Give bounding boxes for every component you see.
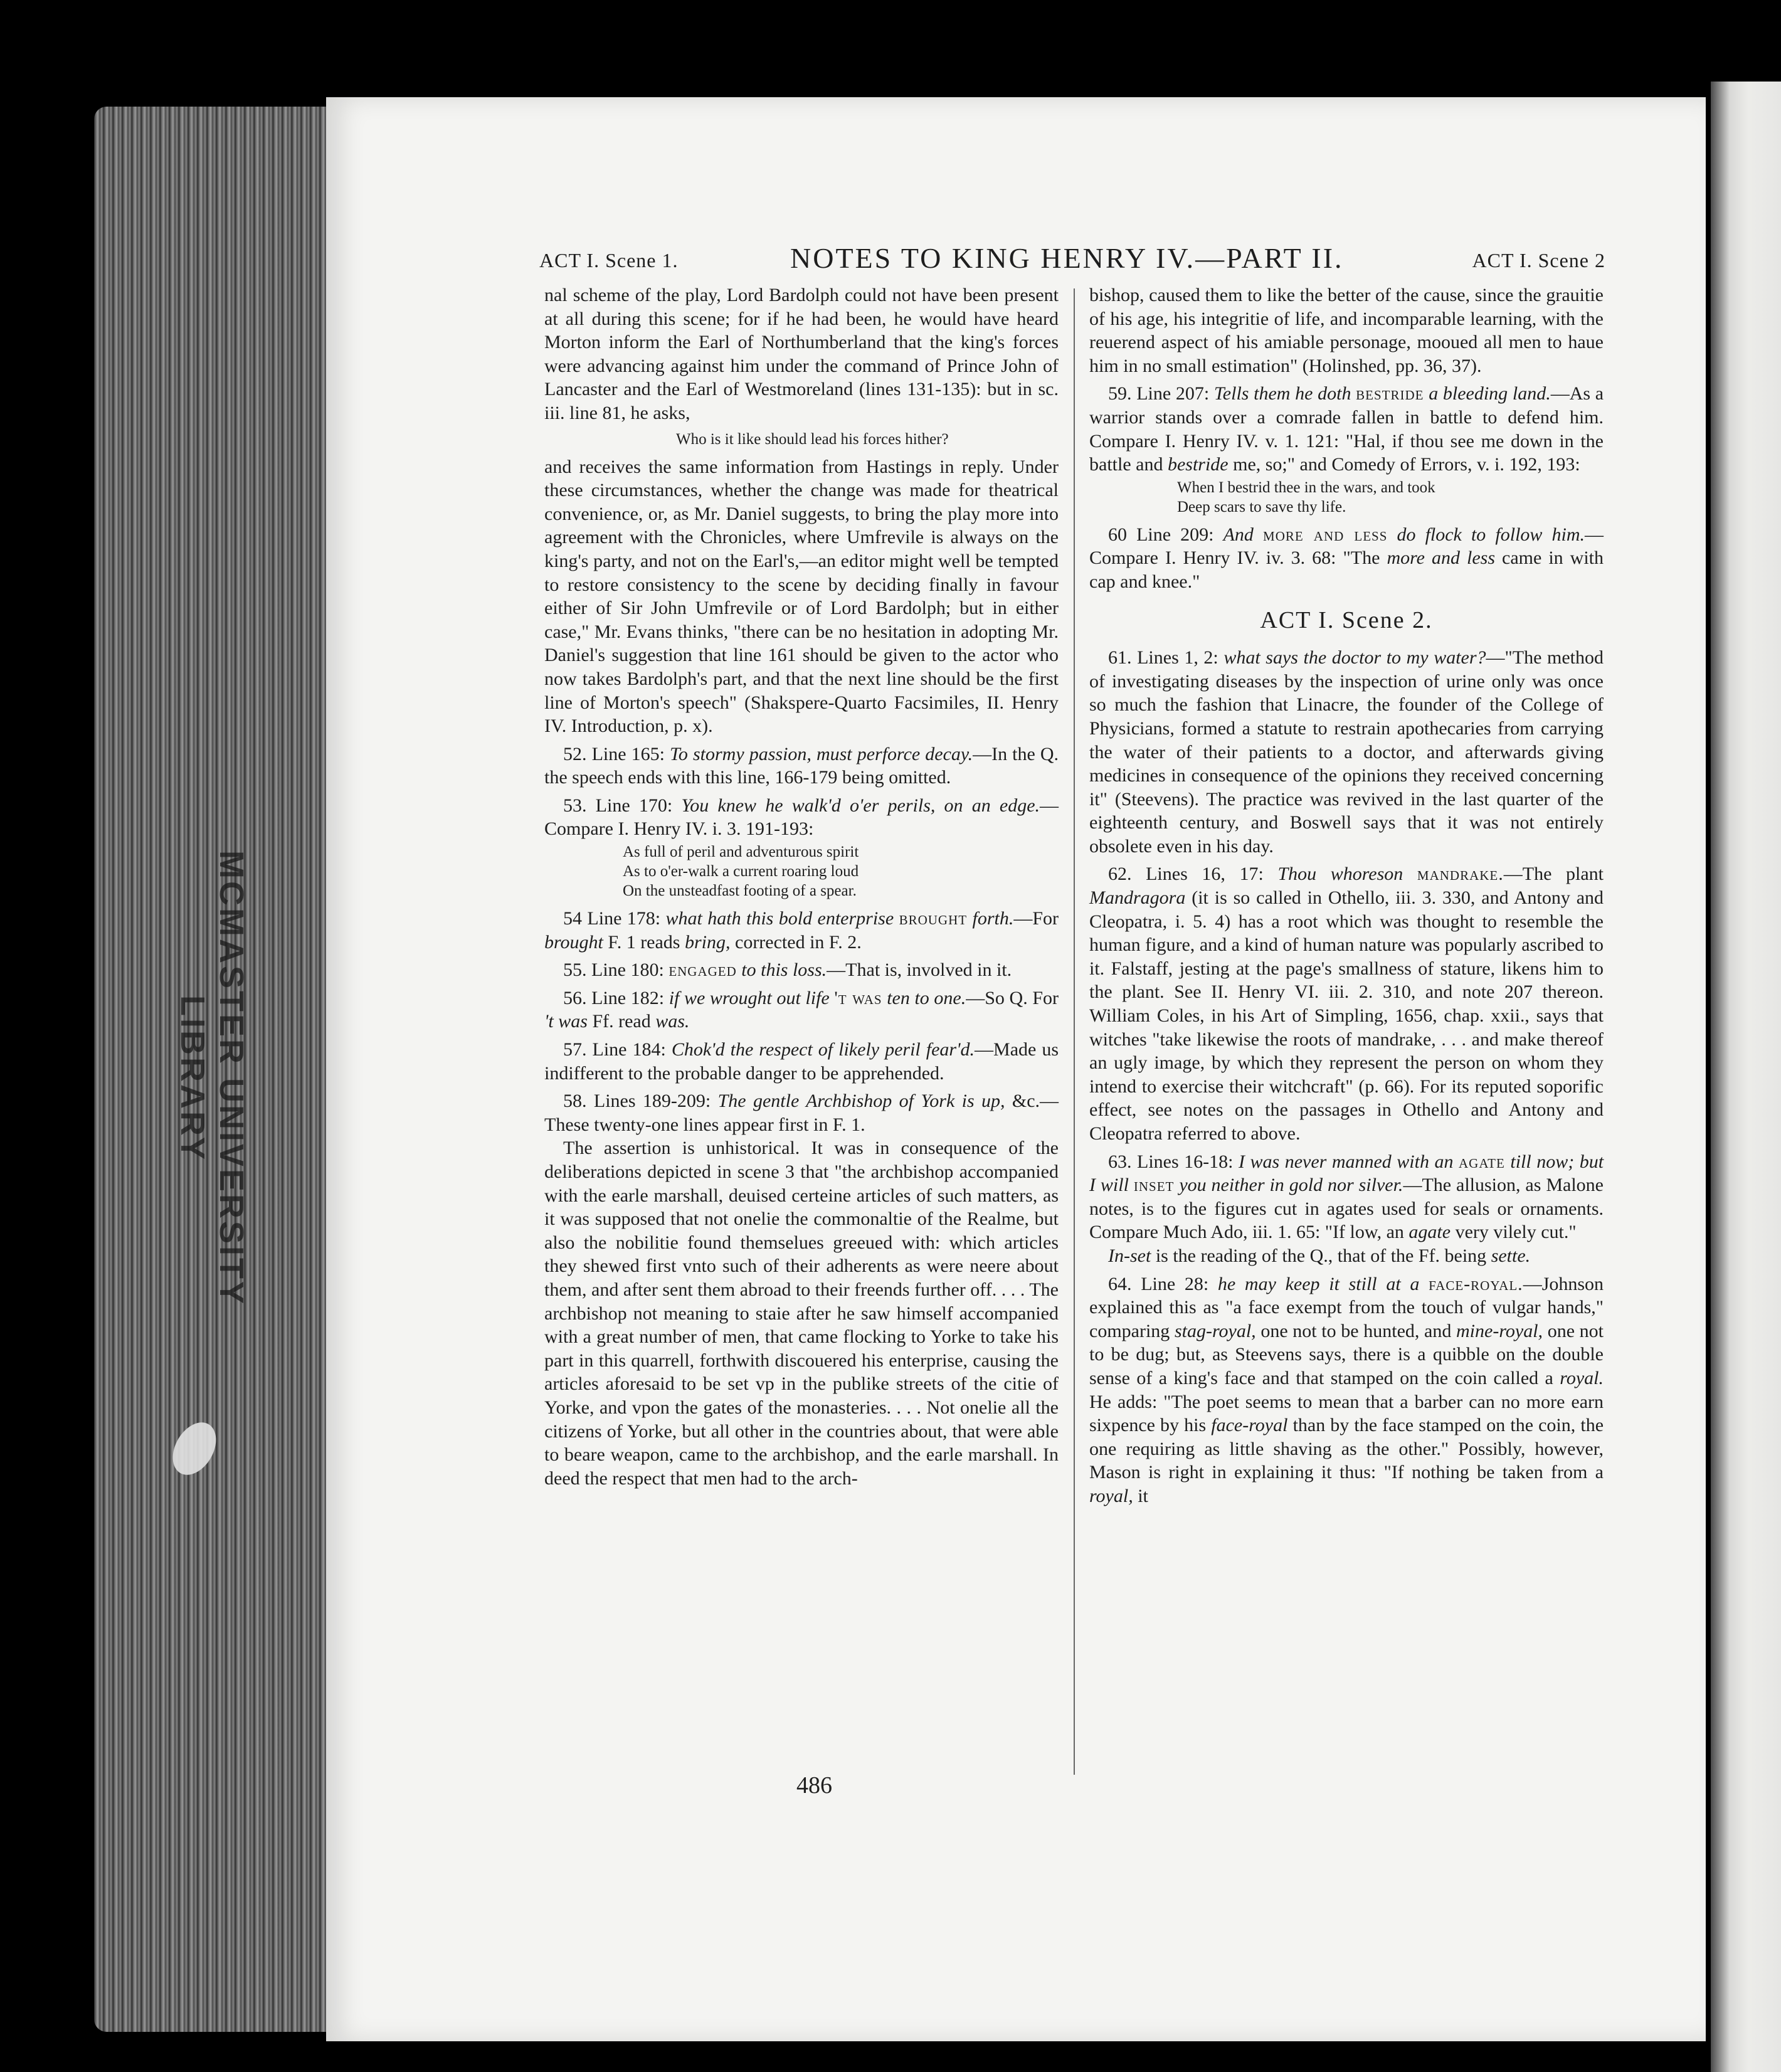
note-citation: till now; but I will	[1089, 1151, 1604, 1196]
note-text: &c.—These twenty-one lines appear first in F. 1.	[544, 1091, 1059, 1135]
quotation-line: When I bestrid thee in the wars, and took	[1177, 478, 1435, 496]
note-italic: royal,	[1089, 1485, 1133, 1506]
note-italic: bestride	[1167, 454, 1229, 475]
note-citation: what hath this bold enterprise	[665, 908, 894, 929]
note-citation: what says the doctor to my water?	[1223, 647, 1486, 669]
note-keyword: 't was	[834, 987, 882, 1008]
note-52	[544, 743, 1059, 790]
quotation	[544, 842, 1059, 901]
note-line: Line 178:	[587, 908, 661, 929]
page-number: 486	[796, 1772, 832, 1799]
note-citation: Chok'd the respect of likely peril fear'd.	[671, 1039, 975, 1060]
facing-page-edge	[1711, 82, 1781, 2072]
note-text: —That is, involved in it.	[827, 959, 1012, 981]
note-55	[544, 958, 1059, 982]
note-italic: was.	[655, 1011, 690, 1032]
note-italic: stag-royal,	[1174, 1320, 1256, 1341]
note-line: Lines 189-209:	[593, 1091, 711, 1112]
note-italic: brought	[544, 931, 603, 953]
note-keyword: inset	[1133, 1175, 1175, 1196]
note-text: Ff. read	[592, 1011, 651, 1032]
note-64	[1089, 1272, 1604, 1508]
note-line: Line 207:	[1136, 383, 1210, 404]
note-number: 55.	[563, 959, 587, 981]
note-text: one not to be dug; but, as Steevens says, there is a quibble on the double sense of a king's face and that stamped on the coin called a	[1089, 1320, 1604, 1388]
note-line: Line 184:	[592, 1039, 666, 1060]
note-text: —Made us indifferent to the probable danger to be apprehended.	[544, 1039, 1059, 1084]
note-59	[1089, 382, 1604, 476]
note-line: Line 182:	[591, 987, 665, 1008]
quotation	[1089, 478, 1604, 517]
note-italic: agate	[1408, 1222, 1451, 1243]
note-53	[544, 794, 1059, 841]
note-keyword: engaged	[669, 959, 737, 981]
note-text: —The allusion, as Malone notes, is to the figures cut in agates used for seals or ornaments. Compare Much Ado, iii. 1. 65: "If low, an	[1089, 1175, 1604, 1243]
note-text: —Compare I. Henry IV. iv. 3. 68: "The	[1089, 524, 1604, 569]
note-text: —The plant	[1503, 864, 1604, 885]
note-number: 58.	[563, 1091, 587, 1112]
note-number: 56.	[563, 987, 587, 1008]
note-56	[544, 986, 1059, 1033]
paragraph	[1089, 1244, 1604, 1268]
note-italic: Mandragora	[1089, 887, 1186, 909]
note-60	[1089, 523, 1604, 594]
note-italic: sette.	[1491, 1245, 1531, 1266]
note-text: F. 1 reads	[608, 931, 680, 953]
library-stamp: MCMASTER UNIVERSITY LIBRARY	[174, 850, 250, 1307]
note-keyword: bestride	[1356, 383, 1424, 404]
note-italic: royal.	[1560, 1367, 1604, 1388]
note-citation: I was never manned with an	[1239, 1151, 1454, 1172]
note-text: is the reading of the Q., that of the Ff. being	[1155, 1245, 1487, 1266]
note-text: —In the Q. the speech ends with this line, 166-179 being omitted.	[544, 743, 1059, 788]
note-citation: you neither in gold nor silver.	[1179, 1175, 1403, 1196]
note-text: came in with cap and knee."	[1089, 547, 1604, 592]
header-title: NOTES TO KING HENRY IV.—PART II.	[790, 242, 1344, 274]
quotation-line: On the unsteadfast footing of a spear.	[623, 882, 857, 900]
note-58	[544, 1089, 1059, 1136]
column-divider	[1074, 288, 1075, 1775]
running-header	[539, 241, 1605, 279]
note-number: 53.	[563, 795, 587, 816]
note-61	[1089, 646, 1604, 858]
note-text: —As a warrior stands over a comrade fallen in battle to defend him. Compare I. Henry IV. v. 1. 121: "Hal, if thou see me down in the battle and	[1089, 383, 1604, 475]
note-line: Line 170:	[595, 795, 673, 816]
quotation: Who is it like should lead his forces hither?	[676, 430, 949, 448]
note-line: Lines 1, 2:	[1137, 647, 1218, 669]
section-heading: ACT I. Scene 2.	[1260, 606, 1433, 633]
header-right: ACT I. Scene 2	[1472, 249, 1605, 272]
note-63	[1089, 1150, 1604, 1244]
note-text: —So Q. For	[966, 987, 1059, 1008]
note-line: Line 209:	[1136, 524, 1214, 545]
note-number: 52.	[563, 743, 587, 764]
note-line: Lines 16, 17:	[1146, 864, 1264, 885]
quotation-line: Deep scars to save thy life.	[1177, 498, 1346, 515]
note-line: Line 28:	[1141, 1273, 1209, 1294]
note-line: Lines 16-18:	[1137, 1151, 1234, 1172]
note-citation: if we wrought out life	[669, 987, 830, 1008]
paragraph: and receives the same information from Hastings in reply. Under these circumstances, whether the change was made for theatrical convenience, or, as Mr. Daniel suggests, to bring the play more into agreement with the Chronicles, where Umfrevile is always on the king's party, and not on the Earl's,—an editor might well be tempted to restore consistency to the scene by deciding finally in favour either of Sir John Umfrevile or of Lord Bardolph; but in either case," Mr. Evans thinks, "there can be no hesitation in adopting Mr. Daniel's suggestion that line 161 should be given to the actor who now takes Bardolph's part, and that the next line should be the first line of Morton's speech" (Shakspere-Quarto Facsimiles, II. Henry IV. Introduction, p. x).	[544, 456, 1059, 737]
note-text: corrected in F. 2.	[735, 931, 862, 953]
note-text: (it is so called in Othello, iii. 3. 330, and Antony and Cleopatra, i. 5. 4) has a root which was thought to resemble the human figure, and a kind of human nature was popularly ascribed to it. Falstaff, jesting at the page's smallness of stature, likens him to the plant. See II. Henry VI. iii. 2. 310, and note 207 thereon. William Coles, in his Art of Simpling, 1656, chap. xxii., says that witches "take likewise the roots of mandrake, . . . and make thereof an ugly image, by which they represent the person on whom they intend to exercise their witchcraft" (p. 66). For its reputed soporific effect, see notes on the passages in Othello and Antony and Cleopatra referred to above.	[1089, 887, 1604, 1144]
note-citation: a bleeding land.	[1429, 383, 1551, 404]
note-54	[544, 907, 1059, 954]
note-italic: 't was	[544, 1011, 588, 1032]
note-keyword: face-royal.	[1429, 1273, 1523, 1294]
quotation-line: As to o'er-walk a current roaring loud	[623, 863, 859, 880]
note-citation: do flock to follow him.	[1397, 524, 1585, 545]
note-citation: And	[1223, 524, 1254, 545]
note-text: —For	[1013, 908, 1059, 929]
note-text: one not to be hunted, and	[1260, 1320, 1452, 1341]
note-number: 62.	[1108, 864, 1132, 885]
paragraph: bishop, caused them to like the better of the cause, since the grauitie of his age, his integritie of life, and incomparable learning, with the reuerend aspect of his amiable personage, mooued all men to haue him in no small estimation" (Holinshed, pp. 36, 37).	[1089, 285, 1604, 376]
note-text: —Johnson explained this as "a face exempt from the touch of vulgar hands," comparing	[1089, 1273, 1604, 1341]
note-keyword: brought	[899, 908, 968, 929]
note-citation: ten to one.	[887, 987, 966, 1008]
note-line: Line 180:	[591, 959, 664, 981]
note-italic: mine-royal,	[1456, 1320, 1543, 1341]
note-keyword: agate	[1459, 1151, 1505, 1172]
note-citation: You knew he walk'd o'er perils, on an edge.	[681, 795, 1040, 816]
note-number: 57.	[563, 1039, 587, 1060]
note-citation: forth.	[972, 908, 1014, 929]
note-citation: he may keep it still at a	[1217, 1273, 1420, 1294]
note-line: Line 165:	[591, 743, 665, 764]
note-number: 54	[563, 908, 582, 929]
note-citation: To stormy passion, must perforce decay.	[670, 743, 973, 764]
note-keyword: mandrake.	[1417, 864, 1504, 885]
note-number: 61.	[1108, 647, 1132, 669]
note-text: than by the face stamped on the coin, the one requiring as little shaving as the other." Possibly, however, Mason is right in explaining it thus: "If nothing be taken from a	[1089, 1415, 1604, 1483]
note-citation: Tells them he doth	[1213, 383, 1351, 404]
note-text: very vilely cut."	[1455, 1222, 1577, 1243]
paragraph: nal scheme of the play, Lord Bardolph could not have been present at all during this scene; for if he had been, he would have heard Morton inform the Earl of Northumberland that the king's forces were advancing against him under the command of Prince John of Lancaster and the Earl of Westmoreland (lines 131-135): but in sc. iii. line 81, he asks,	[544, 285, 1059, 423]
note-62	[1089, 862, 1604, 1145]
header-left: ACT I. Scene 1.	[539, 249, 679, 272]
note-number: 59.	[1108, 383, 1132, 404]
note-citation: Thou whoreson	[1277, 864, 1403, 885]
note-italic: bring,	[684, 931, 731, 953]
note-number: 64.	[1108, 1273, 1132, 1294]
note-citation: The gentle Archbishop of York is up,	[717, 1091, 1005, 1112]
note-text: —"The method of investigating diseases by the inspection of urine only was once so much the fashion that Linacre, the founder of the College of Physicians, formed a statute to restrain apothecaries from carrying the water of their patients to a doctor, and afterwards giving medicines in consequence of the opinions they received concerning it" (Steevens). The practice was revived in the last quarter of the eighteenth century, and Boswell says that it was not entirely obsolete even in his day.	[1089, 647, 1604, 857]
note-text: me, so;" and Comedy of Errors, v. i. 192, 193:	[1233, 454, 1580, 475]
note-number: 63.	[1108, 1151, 1132, 1172]
note-number: 60	[1108, 524, 1127, 545]
note-citation: to this loss.	[741, 959, 827, 981]
note-italic: In-set	[1108, 1245, 1151, 1266]
note-57	[544, 1038, 1059, 1085]
quotation-line: As full of peril and adventurous spirit	[623, 843, 859, 861]
note-italic: more and less	[1387, 547, 1496, 569]
left-column	[544, 283, 1059, 1494]
note-italic: face-royal	[1211, 1415, 1288, 1436]
note-keyword: more and less	[1263, 524, 1388, 545]
right-column	[1089, 283, 1604, 1513]
paragraph: The assertion is unhistorical. It was in consequence of the deliberations depicted in scene 3 that "the archbishop accompanied with the earle marshall, deuised certeine articles of such matters, as it was supposed that not onelie the commonaltie of the Realme, but also the nobilitie found themselues greeued with: which articles they shewed first vnto such of their adherents as were neere about them, and after sent them abroad to their freends further off. . . . The archbishop not meaning to staie after he saw himself accompanied with a great number of men, that came flocking to Yorke to take his part in this quarrell, forthwith discouered his enterprise, causing the articles aforesaid to be set vp in the publike streets of the citie of Yorke, and vpon the gates of the monasteries. . . . Not onelie all the citizens of Yorke, but all other in the countries about, that were able to beare weapon, came to the archbishop, and the earle marshall. In deed the respect that men had to the arch-	[544, 1138, 1059, 1489]
note-text: He adds: "The poet seems to mean that a barber can no more earn sixpence by his	[1089, 1391, 1604, 1436]
note-text: it	[1138, 1485, 1148, 1506]
note-text: —Compare I. Henry IV. i. 3. 191-193:	[544, 795, 1059, 840]
